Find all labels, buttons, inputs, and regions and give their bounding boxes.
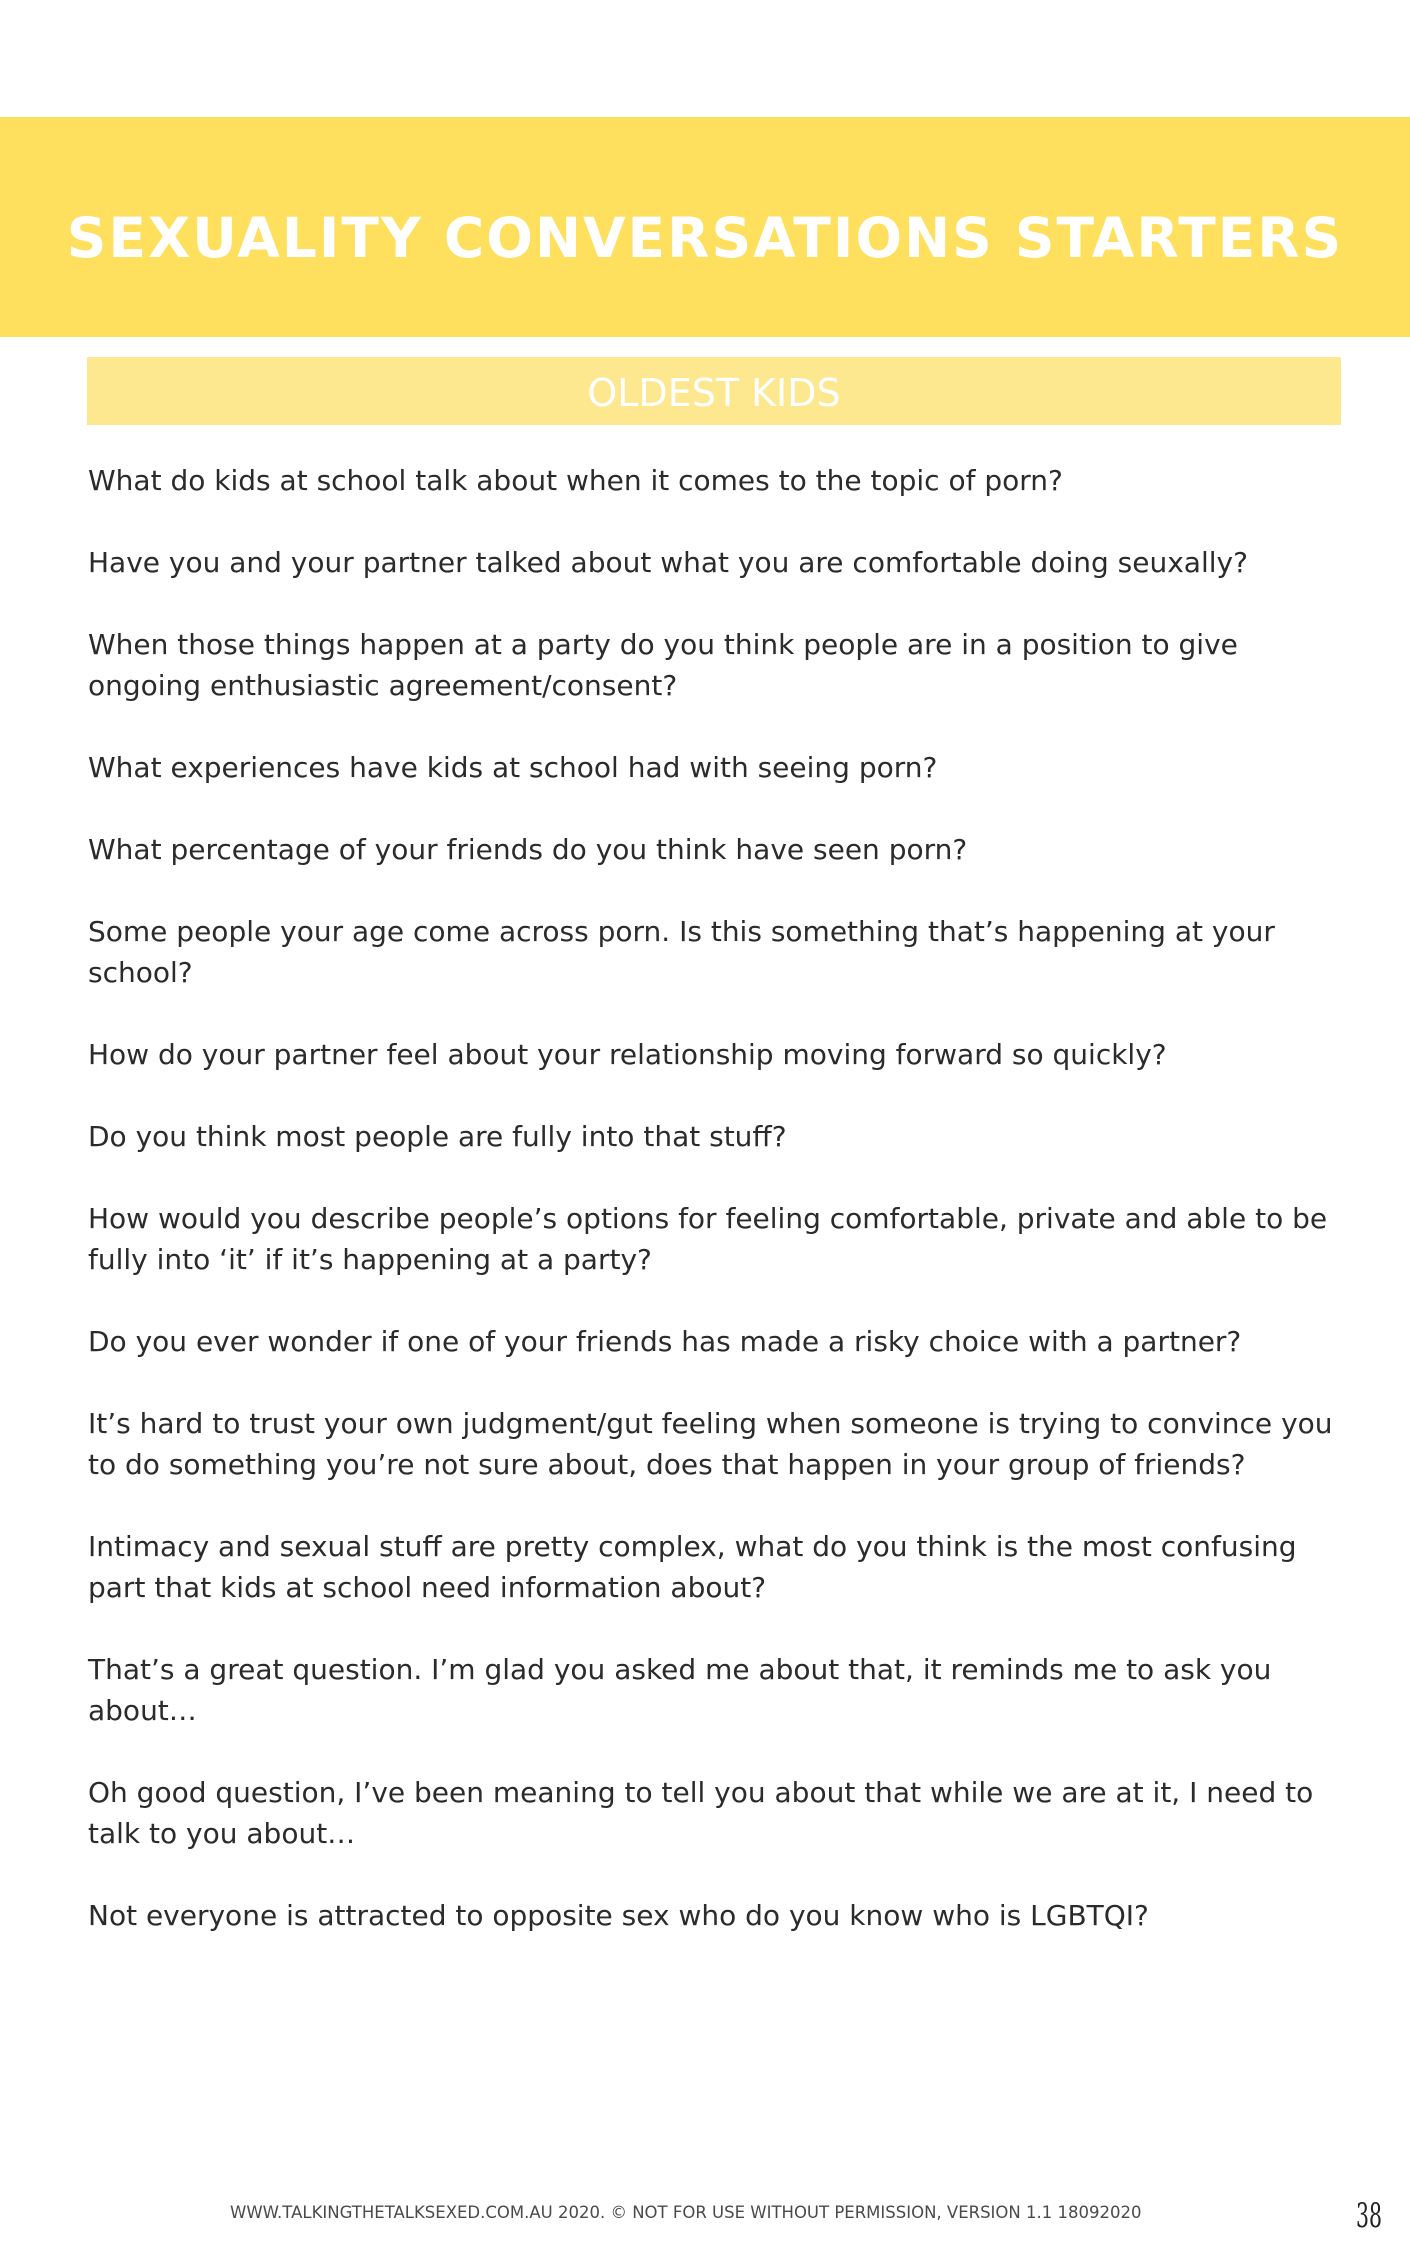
question-item: Do you ever wonder if one of your friends has made a risky choice with a partner? (88, 1325, 1242, 1358)
footer-copyright: WWW.TALKINGTHETALKSEXED.COM.AU 2020. © NOT FOR USE WITHOUT PERMISSION, VERSION 1.1 18092020 (230, 2203, 1142, 2222)
question-item: Not everyone is attracted to opposite sex who do you know who is LGBTQI? (88, 1899, 1149, 1932)
question-item: That’s a great question. I’m glad you asked me about that, it reminds me to ask you about… (88, 1653, 1272, 1727)
question-item: Do you think most people are fully into that stuff? (88, 1120, 787, 1153)
question-item: How do your partner feel about your relationship moving forward so quickly? (88, 1038, 1167, 1071)
question-item: What experiences have kids at school had with seeing porn? (88, 751, 938, 784)
section-subtitle: OLDEST KIDS (587, 371, 841, 415)
page-number: 38 (1356, 2196, 1382, 2236)
question-item: What percentage of your friends do you think have seen porn? (88, 833, 968, 866)
question-list (88, 460, 1353, 1977)
question-item: Have you and your partner talked about what you are comfortable doing seuxally? (88, 546, 1248, 579)
question-item: Oh good question, I’ve been meaning to tell you about that while we are at it, I need to talk to you about… (88, 1776, 1314, 1850)
question-item: When those things happen at a party do you think people are in a position to give ongoing enthusiastic agreement/consent? (88, 628, 1238, 702)
question-item: It’s hard to trust your own judgment/gut feeling when someone is trying to convince you to do something you’re not sure about, does that happen in your group of friends? (88, 1407, 1333, 1481)
subtitle-banner (87, 357, 1341, 425)
question-item: Intimacy and sexual stuff are pretty complex, what do you think is the most confusing part that kids at school need information about? (88, 1530, 1297, 1604)
question-item: How would you describe people’s options for feeling comfortable, private and able to be fully into ‘it’ if it’s happening at a party? (88, 1202, 1328, 1276)
question-item: Some people your age come across porn. Is this something that’s happening at your school? (88, 915, 1275, 989)
question-item: What do kids at school talk about when it comes to the topic of porn? (88, 464, 1063, 497)
title-banner (0, 117, 1410, 337)
page-title: SEXUALITY CONVERSATIONS STARTERS (66, 206, 1344, 270)
